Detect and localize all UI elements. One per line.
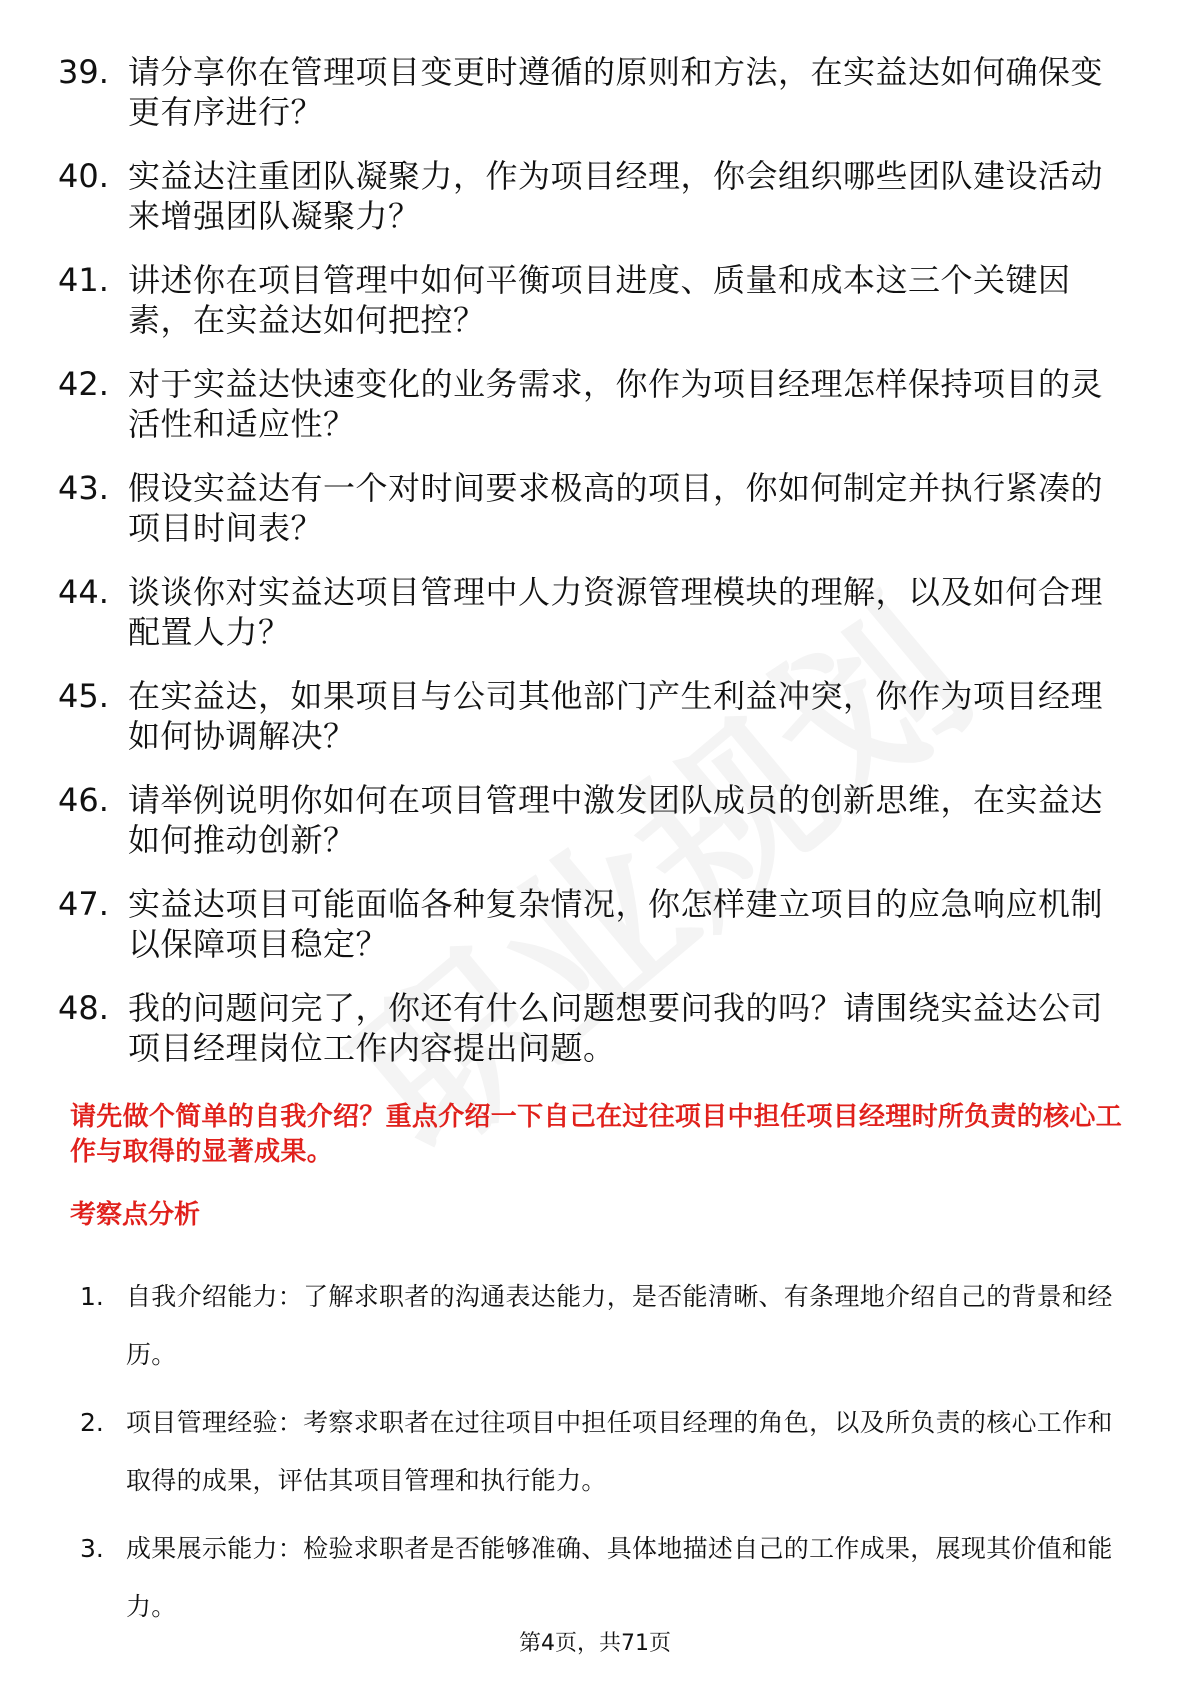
question-number: 39. [58,53,109,91]
question-item [58,156,1118,236]
question-number: 43. [58,469,109,507]
question-item [58,572,1118,652]
question-list [58,52,1118,1068]
question-number: 42. [58,365,109,403]
question-number: 41. [58,261,109,299]
question-number: 40. [58,157,109,195]
analysis-heading: 考察点分析 [70,1200,201,1230]
analysis-text: 成果展示能力：检验求职者是否能够准确、具体地描述自己的工作成果，展现其价值和能力。 [126,1534,1113,1621]
analysis-text: 自我介绍能力：了解求职者的沟通表达能力，是否能清晰、有条理地介绍自己的背景和经历。 [126,1282,1113,1369]
question-item [58,780,1118,860]
question-text: 实益达注重团队凝聚力，作为项目经理，你会组织哪些团队建设活动来增强团队凝聚力？ [128,157,1104,235]
question-number: 47. [58,885,109,923]
analysis-number: 3. [80,1534,104,1563]
question-text: 请分享你在管理项目变更时遵循的原则和方法，在实益达如何确保变更有序进行？ [128,53,1104,131]
question-text: 对于实益达快速变化的业务需求，你作为项目经理怎样保持项目的灵活性和适应性？ [128,365,1104,443]
question-item [58,988,1118,1068]
page-footer: 第4页，共71页 [519,1631,671,1656]
question-number: 46. [58,781,109,819]
question-item [58,364,1118,444]
question-item [58,884,1118,964]
analysis-item [80,1520,1120,1636]
analysis-text: 项目管理经验：考察求职者在过往项目中担任项目经理的角色，以及所负责的核心工作和取得的成果，评估其项目管理和执行能力。 [126,1408,1113,1495]
question-text: 请举例说明你如何在项目管理中激发团队成员的创新思维，在实益达如何推动创新？ [128,781,1104,859]
question-number: 44. [58,573,109,611]
question-text: 实益达项目可能面临各种复杂情况，你怎样建立项目的应急响应机制以保障项目稳定？ [128,885,1104,963]
question-item [58,676,1118,756]
question-item [58,52,1118,132]
question-number: 45. [58,677,109,715]
question-number: 48. [58,989,109,1027]
analysis-item [80,1268,1120,1384]
analysis-list [80,1268,1120,1636]
question-text: 在实益达，如果项目与公司其他部门产生利益冲突，你作为项目经理如何协调解决？ [128,677,1104,755]
question-item [58,468,1118,548]
analysis-item [80,1394,1120,1510]
question-text: 假设实益达有一个对时间要求极高的项目，你如何制定并执行紧凑的项目时间表？ [128,469,1104,547]
question-text: 我的问题问完了，你还有什么问题想要问我的吗？请围绕实益达公司项目经理岗位工作内容提出问题。 [128,989,1104,1067]
analysis-number: 1. [80,1282,104,1311]
analysis-number: 2. [80,1408,104,1437]
question-item [58,260,1118,340]
highlight-question: 请先做个简单的自我介绍？重点介绍一下自己在过往项目中担任项目经理时所负责的核心工作与取得的显著成果。 [70,1102,1123,1167]
question-text: 讲述你在项目管理中如何平衡项目进度、质量和成本这三个关键因素，在实益达如何把控？ [128,261,1071,339]
question-text: 谈谈你对实益达项目管理中人力资源管理模块的理解，以及如何合理配置人力？ [128,573,1104,651]
